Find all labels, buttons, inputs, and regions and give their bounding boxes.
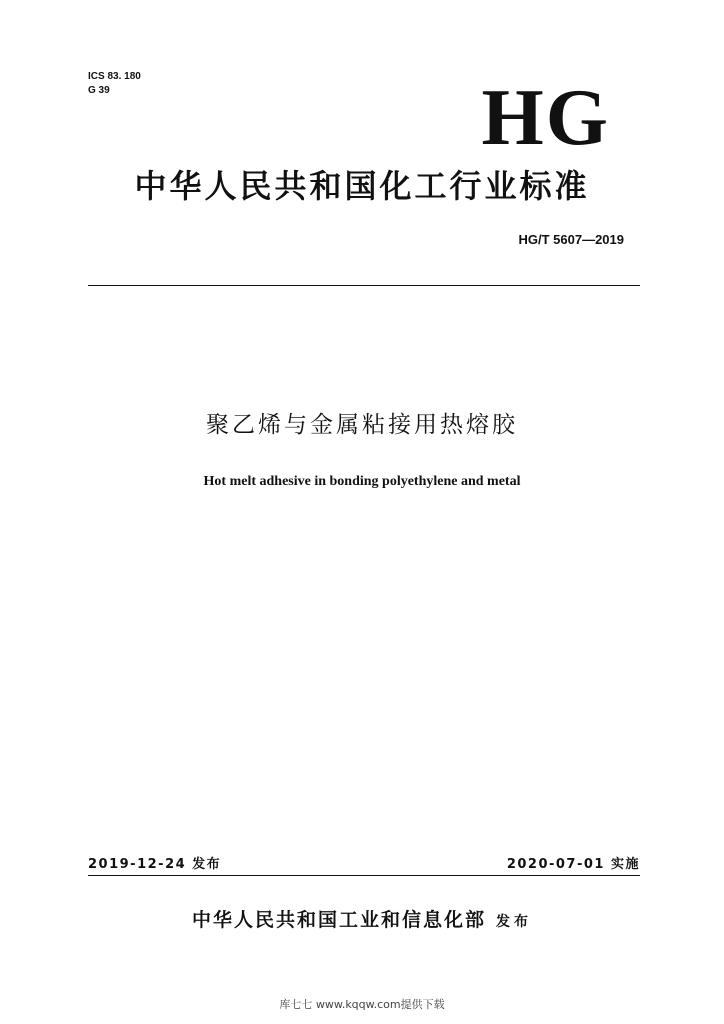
standard-category-title: 中华人民共和国化工行业标准 (134, 167, 590, 205)
hg-logo: HG (481, 74, 610, 162)
ics-code: ICS 83. 180 (88, 71, 141, 82)
bottom-divider (88, 875, 640, 876)
publisher-action: 发布 (496, 914, 532, 930)
top-divider (88, 285, 640, 286)
publisher (0, 905, 724, 932)
issue-date: 2019-12-24 发布 (88, 857, 222, 872)
document-title-en: Hot melt adhesive in bonding polyethylene and metal (203, 474, 521, 489)
effective-date: 2020-07-01 实施 (506, 857, 640, 872)
document-number: HG/T 5607—2019 (518, 232, 624, 247)
download-watermark: 库七七 www.kqqw.com提供下载 (279, 998, 445, 1011)
classification-codes (88, 70, 141, 98)
document-title-zh: 聚乙烯与金属粘接用热熔胶 (206, 412, 518, 438)
ccs-code: G 39 (88, 85, 110, 96)
publisher-organization: 中华人民共和国工业和信息化部 (191, 909, 486, 931)
